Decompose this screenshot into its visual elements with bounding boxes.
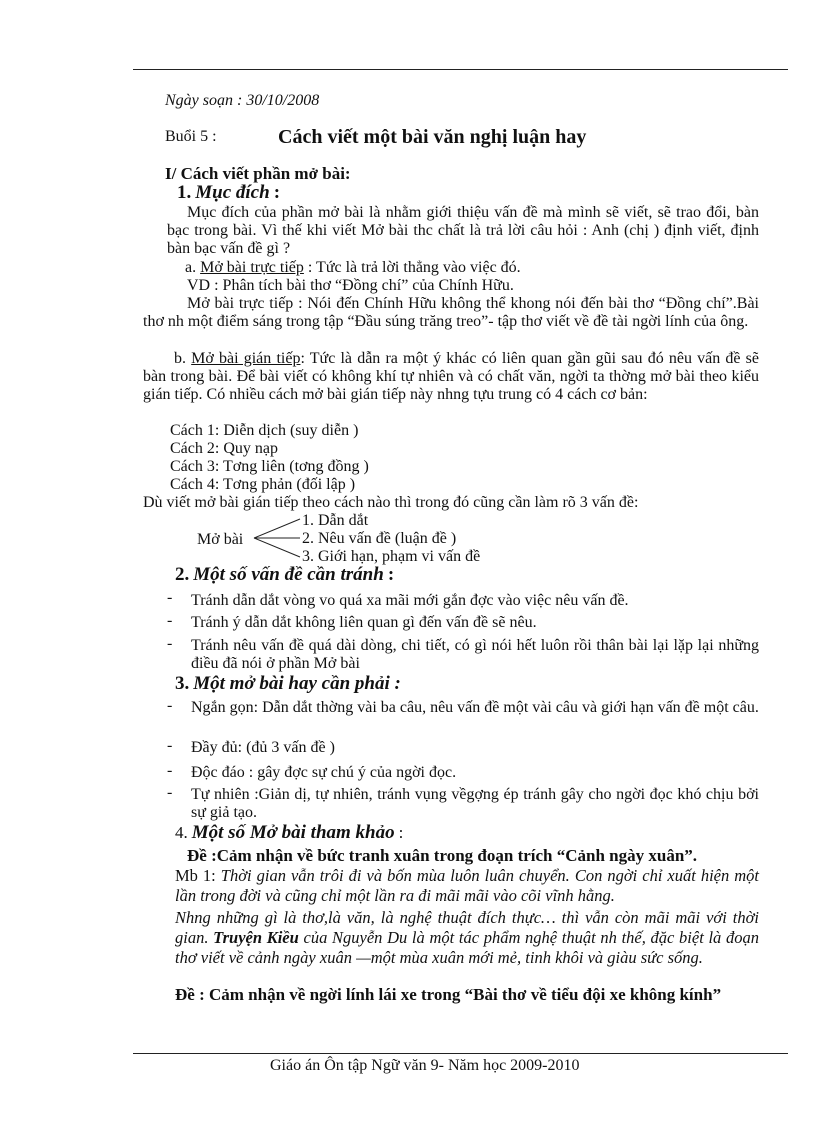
direct-prefix: a. bbox=[185, 259, 197, 276]
way-item: Cách 2: Quy nạp bbox=[170, 440, 278, 457]
dash-icon: - bbox=[167, 697, 173, 714]
sub1-number: 1. bbox=[177, 182, 192, 203]
sub3-number: 3. bbox=[175, 673, 190, 694]
good-item: Đầy đủ: (đủ 3 vấn đề ) bbox=[191, 739, 335, 756]
direct-term: Mở bài trực tiếp bbox=[200, 259, 304, 276]
diagram-item: 1. Dẫn dắt bbox=[302, 512, 369, 529]
subheading-avoid bbox=[175, 566, 394, 585]
indirect-paragraph bbox=[143, 350, 759, 404]
sample-1-part2 bbox=[175, 908, 759, 968]
good-item: Ngắn gọn: Dẫn dắt thờng vài ba câu, nêu vấn đề một vài câu và giới hạn vấn đề một câu. bbox=[191, 699, 759, 716]
page-title: Cách viết một bài văn nghị luận hay bbox=[278, 126, 587, 148]
dash-icon: - bbox=[167, 612, 173, 629]
topic-2: Đề : Cảm nhận về ngời lính lái xe trong “Bài thơ về tiểu đội xe không kính” bbox=[175, 985, 722, 1004]
indirect-prefix: b. bbox=[174, 350, 186, 367]
footer-rule bbox=[133, 1053, 788, 1054]
header-rule bbox=[133, 69, 788, 70]
sub2-number: 2. bbox=[175, 564, 190, 585]
avoid-item: Tránh ý dẫn dắt không liên quan gì đến vấn đề sẽ nêu. bbox=[191, 614, 537, 631]
dash-icon: - bbox=[167, 784, 173, 801]
good-item: Tự nhiên :Giản dị, tự nhiên, tránh vụng vềgợng ép tránh gây cho ngời đọc khó chịu bởi sự giả tạo. bbox=[191, 786, 759, 821]
sample-text: Thời gian vẫn trôi đi và bốn mùa luôn luân chuyển. Con ngời chỉ xuất hiện một lần trong đời và cũng chỉ một lần ra đi mãi mãi vào cõi vĩnh hằng. bbox=[175, 866, 759, 905]
dash-icon: - bbox=[167, 737, 173, 754]
indirect-rest: : Tức là dẫn ra một ý khác có liên quan gần gũi sau đó nêu vấn đề sẽ bàn trong bài. Để bài viết có không khí tự nhiên và có chất văn, ngời ta thờng mở bài theo kiểu gián tiếp. Có nhiều cách mở bài gián tiếp này nhng tựu trung có 4 cách cơ bản: bbox=[143, 350, 760, 403]
topic-1: Đề :Cảm nhận về bức tranh xuân trong đoạn trích “Cảnh ngày xuân”. bbox=[187, 846, 698, 865]
sub2-colon: : bbox=[387, 564, 395, 585]
way-item: Cách 1: Diễn dịch (suy diễn ) bbox=[170, 422, 359, 439]
sub1-colon: : bbox=[273, 182, 281, 203]
diagram-item: 3. Giới hạn, phạm vi vấn đề bbox=[302, 548, 481, 565]
indirect-term: Mở bài gián tiếp bbox=[191, 350, 301, 367]
dash-icon: - bbox=[167, 635, 173, 652]
direct-rest: : Tức là trả lời thẳng vào việc đó. bbox=[303, 259, 521, 276]
subheading-samples bbox=[175, 824, 403, 843]
direct-paragraph: Mở bài trực tiếp : Nói đến Chính Hữu không thể khong nói đến bài thơ “Đồng chí”.Bài thơ nh một điểm sáng trong tập “Đầu súng trăng treo”- tập thơ viết về đề tài ngời lính của ông. bbox=[143, 295, 759, 330]
dash-icon: - bbox=[167, 762, 173, 779]
sample-1-part1 bbox=[175, 866, 759, 906]
sub1-title: Mục đích bbox=[195, 182, 270, 203]
way-item: Cách 4: Tơng phản (đối lập ) bbox=[170, 476, 356, 493]
direct-intro-line bbox=[185, 259, 521, 277]
sub4-number: 4. bbox=[175, 823, 188, 842]
work-title: Truyện Kiều bbox=[213, 928, 299, 947]
subheading-good bbox=[175, 675, 401, 694]
summary-line: Dù viết mở bài gián tiếp theo cách nào thì trong đó cũng cần làm rõ 3 vấn đề: bbox=[143, 494, 639, 511]
branch-lines bbox=[250, 512, 302, 560]
avoid-item: Tránh dẫn dắt vòng vo quá xa mãi mới gắn đợc vào việc nêu vấn đề. bbox=[191, 592, 629, 609]
avoid-item: Tránh nêu vấn đề quá dài dòng, chi tiết, có gì nói hết luôn rồi thân bài lại lặp lại những điều đã nói ở phần Mở bài bbox=[191, 637, 759, 672]
example-line: VD : Phân tích bài thơ “Đồng chí” của Chính Hữu. bbox=[187, 277, 514, 294]
diagram-item: 2. Nêu vấn đề (luận đề ) bbox=[302, 530, 457, 547]
section-heading: I/ Cách viết phần mở bài: bbox=[165, 164, 351, 183]
sub2-title: Một số vấn đề cần tránh bbox=[193, 564, 384, 585]
footer-text: Giáo án Ôn tập Ngữ văn 9- Năm học 2009-2010 bbox=[270, 1057, 580, 1074]
sub4-title: Một số Mở bài tham khảo bbox=[191, 822, 395, 843]
sub3-title: Một mở bài hay cần phải : bbox=[193, 673, 401, 694]
subheading-purpose bbox=[177, 184, 280, 203]
good-item: Độc đáo : gây đợc sự chú ý của ngời đọc. bbox=[191, 764, 457, 781]
session-label: Buổi 5 : bbox=[165, 128, 217, 145]
date-line: Ngày soạn : 30/10/2008 bbox=[165, 92, 320, 109]
purpose-paragraph: Mục đích của phần mở bài là nhằm giới thiệu vấn đề mà mình sẽ viết, sẽ trao đổi, bàn bạc trong bài. Vì thế khi viết Mở bài thc chất là trả lời câu hỏi : Anh (chị ) định viết, định bàn bạc vấn đề gì ? bbox=[167, 204, 759, 257]
dash-icon: - bbox=[167, 589, 173, 606]
way-item: Cách 3: Tơng liên (tơng đồng ) bbox=[170, 458, 369, 475]
sample-text: của Nguyễn Du là một tác phẩm nghệ thuật nh thế, đặc biệt là đoạn thơ viết về cảnh ngày xuân —một mùa xuân mới mẻ, tinh khôi và giàu sức sống. bbox=[175, 928, 759, 967]
sample-text: Nhng những gì là thơ,là văn, là nghệ thuật đích thực… thì vẫn còn mãi mãi với thời gian. bbox=[175, 908, 759, 947]
sub4-colon: : bbox=[398, 823, 404, 842]
sample-label: Mb 1: bbox=[175, 866, 216, 885]
diagram-root: Mở bài bbox=[197, 531, 244, 548]
